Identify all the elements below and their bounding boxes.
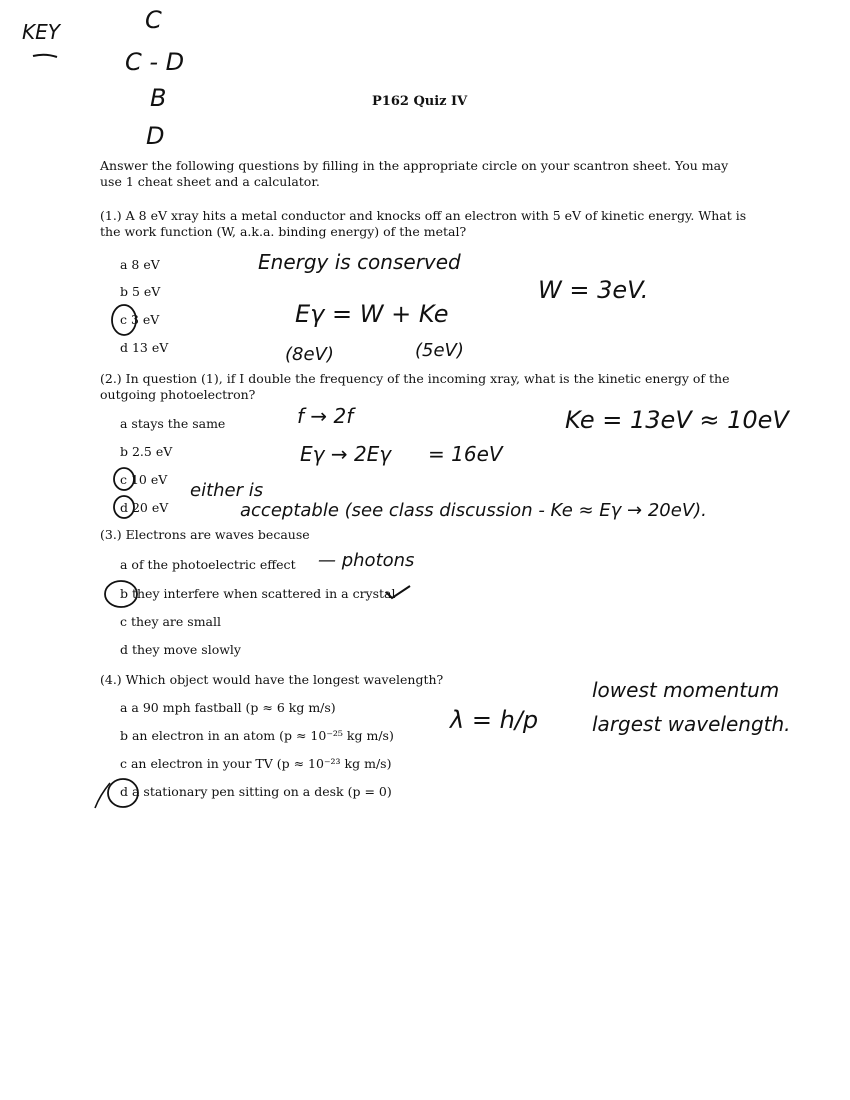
q1-photon-energy: (8eV) [285,344,334,365]
q4-circle-tail [95,783,110,808]
instructions: Answer the following questions by filling in the appropriate circle on your scantron sheet. You may use 1 cheat sheet and a calculator. [100,158,729,189]
q2-option-d: d 20 eV [120,500,169,515]
q4-largest-wavelength-note: largest wavelength. [592,712,791,736]
question-4-text: (4.) Which object would have the longest wavelength? [100,672,444,687]
q4-option-b: b an electron in an atom (p ≈ 10⁻²⁵ kg m/s) [120,728,394,743]
q2-either-note: either is [190,480,264,501]
q2-energy-note: Eγ → 2Eγ [300,442,392,466]
question-1-text: (1.) A 8 eV xray hits a metal conductor and knocks off an electron with 5 eV of kinetic energy. What is the work function (W, a.k.a. binding energy) of the metal? [100,208,747,239]
q4-lowest-momentum-note: lowest momentum [592,678,780,702]
q4-option-a: a a 90 mph fastball (p ≈ 6 kg m/s) [120,700,336,715]
q2-frequency-note: f → 2f [297,404,354,428]
q4-option-c: c an electron in your TV (p ≈ 10⁻²³ kg m/s) [120,756,392,771]
q3-option-a: a of the photoelectric effect [120,557,296,572]
q1-answer-note: W = 3eV. [538,276,649,304]
page-title: P162 Quiz IV [372,94,468,109]
key-answer-4: D [146,122,165,150]
q2-ke-note: Ke = 13eV ≈ 10eV [565,406,789,434]
key-label: KEY [22,20,60,44]
key-underline-mark [33,55,57,57]
q3-option-b: b they interfere when scattered in a crystal [120,586,396,601]
key-answer-1: C [145,6,162,34]
key-answer-2: C - D [125,48,185,76]
key-answer-3: B [150,84,167,112]
q2-option-b: b 2.5 eV [120,444,173,459]
q2-option-a: a stays the same [120,416,226,431]
q1-energy-equation: Eγ = W + Ke [295,300,449,328]
question-2-text: (2.) In question (1), if I double the frequency of the incoming xray, what is the kinetic energy of the outgoing photoelectron? [100,371,730,402]
q4-option-d: d a stationary pen sitting on a desk (p = 0) [120,784,392,799]
q1-option-a: a 8 eV [120,257,160,272]
q3-option-d: d they move slowly [120,642,241,657]
q1-option-b: b 5 eV [120,284,161,299]
q2-option-c: c 10 eV [120,472,168,487]
q3-photons-note: — photons [318,550,415,571]
q1-kinetic-energy: (5eV) [415,340,464,361]
q1-option-d: d 13 eV [120,340,169,355]
q4-wavelength-equation: λ = h/p [450,706,539,734]
q1-option-c: c 3 eV [120,312,160,327]
q1-note-energy-conserved: Energy is conserved [258,250,461,274]
q3-option-c: c they are small [120,614,221,629]
question-3-text: (3.) Electrons are waves because [100,527,310,542]
q2-16ev-note: = 16eV [428,442,503,466]
q2-acceptable-note: acceptable (see class discussion - Ke ≈ Eγ → 20eV). [240,500,707,521]
